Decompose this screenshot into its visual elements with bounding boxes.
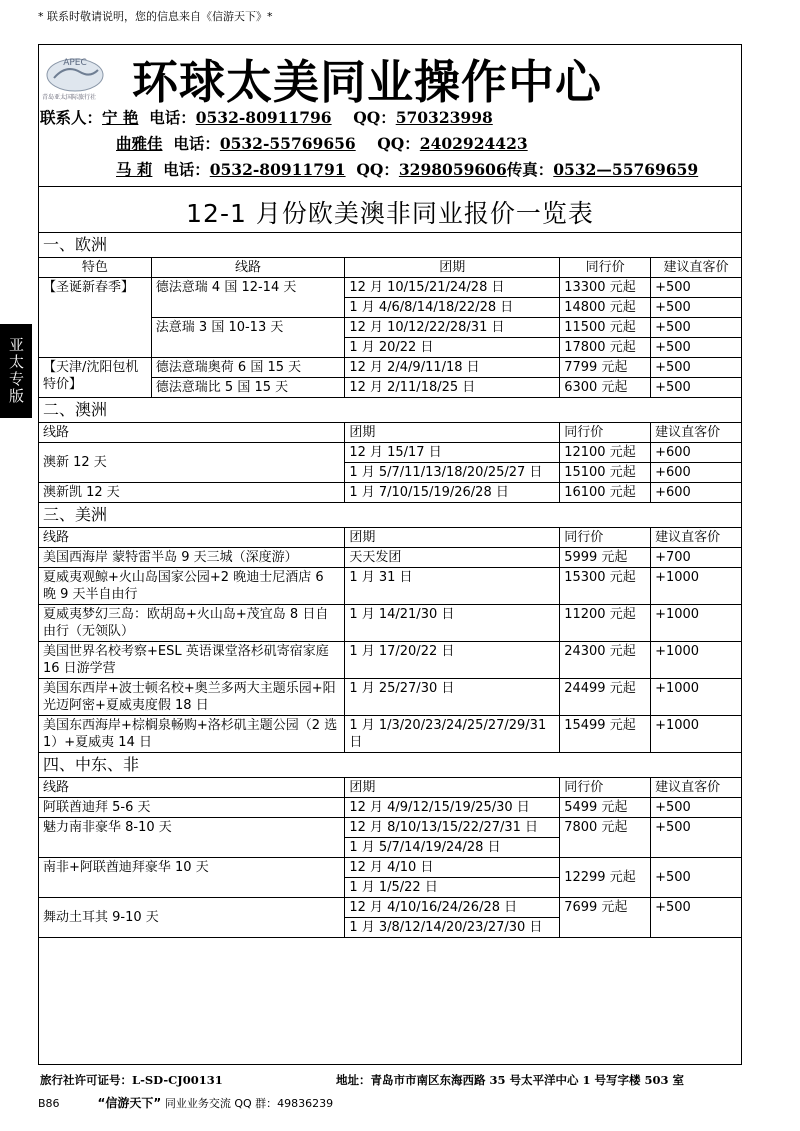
- route-cell: 夏威夷梦幻三岛：欧胡岛+火山岛+茂宜岛 8 日自由行（无领队）: [39, 605, 345, 642]
- price-cell: 11200 元起: [560, 605, 651, 642]
- column-header: 同行价: [560, 528, 651, 548]
- date-cell: 1 月 17/20/22 日: [345, 642, 560, 679]
- logo-subtext: 青岛亚太国际旅行社: [42, 94, 97, 101]
- route-cell: 阿联酋迪拜 5-6 天: [39, 798, 345, 818]
- contact-row: [116, 132, 528, 154]
- phone-number: 0532-55769656: [219, 134, 356, 153]
- qq-label: QQ：: [356, 160, 399, 179]
- route-cell: 魅力南非豪华 8-10 天: [39, 818, 345, 858]
- column-header: 线路: [39, 423, 345, 443]
- column-header: 线路: [39, 778, 345, 798]
- date-cell: 1 月 3/8/12/14/20/23/27/30 日: [345, 918, 560, 938]
- date-cell: 1 月 14/21/30 日: [345, 605, 560, 642]
- price-cell: 7699 元起: [560, 898, 651, 938]
- contact-row: [40, 106, 493, 128]
- bottom-text: 同业业务交流 QQ 群：49836239: [164, 1097, 334, 1110]
- column-header: 同行价: [560, 258, 651, 278]
- date-cell: 1 月 5/7/14/19/24/28 日: [345, 838, 560, 858]
- price-cell: 15100 元起: [560, 463, 651, 483]
- date-cell: 12 月 4/10/16/24/26/28 日: [345, 898, 560, 918]
- retail-cell: +600: [651, 463, 742, 483]
- route-cell: 法意瑞 3 国 10-13 天: [151, 318, 345, 358]
- address: 地址：青岛市市南区东海西路 35 号太平洋中心 1 号写字楼 503 室: [336, 1073, 685, 1087]
- logo-brand-text: APEC: [63, 58, 87, 68]
- retail-cell: +500: [651, 898, 742, 938]
- column-header: 线路: [39, 528, 345, 548]
- date-cell: 12 月 4/9/12/15/19/25/30 日: [345, 798, 560, 818]
- feature-cell: 【天津/沈阳包机特价】: [39, 358, 152, 398]
- route-cell: 澳新凯 12 天: [39, 483, 345, 503]
- retail-cell: +500: [651, 298, 742, 318]
- column-header: 建议直客价: [651, 258, 742, 278]
- column-header: 建议直客价: [651, 423, 742, 443]
- price-cell: 16100 元起: [560, 483, 651, 503]
- feature-cell: 【圣诞新春季】: [39, 278, 152, 358]
- price-cell: 6300 元起: [560, 378, 651, 398]
- top-note: * 联系时敬请说明，您的信息来自《信游天下》*: [38, 10, 273, 23]
- table-row: [39, 605, 742, 642]
- route-cell: 美国西海岸 蒙特雷半岛 9 天三城（深度游）: [39, 548, 345, 568]
- date-cell: 12 月 8/10/13/15/22/27/31 日: [345, 818, 560, 838]
- table-row: [39, 898, 742, 918]
- table-row: [39, 443, 742, 463]
- section-header-america: 三、美洲: [39, 503, 742, 528]
- route-cell: 美国东西海岸+棕榈泉畅购+洛杉矶主题公园（2 选 1）+夏威夷 14 日: [39, 716, 345, 753]
- route-cell: 德法意瑞 4 国 12-14 天: [151, 278, 345, 318]
- phone-number: 0532-80911796: [195, 108, 332, 127]
- price-cell: 7799 元起: [560, 358, 651, 378]
- table-row: [39, 716, 742, 753]
- center-title: 环球太美同业操作中心: [132, 55, 602, 109]
- table-row: [39, 818, 742, 838]
- table-row: [39, 548, 742, 568]
- date-cell: 12 月 4/10 日: [345, 858, 560, 878]
- retail-cell: +500: [651, 358, 742, 378]
- fax-label: 传真：: [506, 160, 554, 179]
- column-header: 团期: [345, 778, 560, 798]
- column-header: 同行价: [560, 423, 651, 443]
- table-row: [39, 642, 742, 679]
- qq-number: 3298059606: [398, 160, 507, 179]
- date-cell: 1 月 20/22 日: [345, 338, 560, 358]
- route-cell: 德法意瑞比 5 国 15 天: [151, 378, 345, 398]
- retail-cell: +500: [651, 798, 742, 818]
- date-cell: 12 月 10/15/21/24/28 日: [345, 278, 560, 298]
- column-header: 建议直客价: [651, 778, 742, 798]
- route-cell: 南非+阿联酋迪拜豪华 10 天: [39, 858, 345, 898]
- sheet-title: 12-1 月份欧美澳非同业报价一览表: [186, 199, 594, 228]
- route-cell: 德法意瑞奥荷 6 国 15 天: [151, 358, 345, 378]
- price-cell: 14800 元起: [560, 298, 651, 318]
- column-header: 同行价: [560, 778, 651, 798]
- table-row: [39, 858, 742, 878]
- retail-cell: +500: [651, 278, 742, 298]
- route-cell: 舞动土耳其 9-10 天: [39, 898, 345, 938]
- date-cell: 1 月 25/27/30 日: [345, 679, 560, 716]
- table-row: [39, 568, 742, 605]
- table-row: [39, 798, 742, 818]
- contact-name: 马 莉: [116, 160, 153, 179]
- retail-cell: +600: [651, 483, 742, 503]
- retail-cell: +1000: [651, 679, 742, 716]
- retail-cell: +700: [651, 548, 742, 568]
- contact-name: 宁 艳: [102, 108, 139, 127]
- date-cell: 12 月 15/17 日: [345, 443, 560, 463]
- date-cell: 1 月 7/10/15/19/26/28 日: [345, 483, 560, 503]
- date-cell: 12 月 2/4/9/11/18 日: [345, 358, 560, 378]
- price-cell: 17800 元起: [560, 338, 651, 358]
- date-cell: 1 月 5/7/11/13/18/20/25/27 日: [345, 463, 560, 483]
- route-cell: 夏威夷观鲸+火山岛国家公园+2 晚迪士尼酒店 6 晚 9 天半自由行: [39, 568, 345, 605]
- price-cell: 15300 元起: [560, 568, 651, 605]
- contact-name: 曲雅佳: [116, 134, 163, 153]
- column-header: 团期: [345, 528, 560, 548]
- column-header: 特色: [39, 258, 152, 278]
- page-number: B86: [38, 1097, 60, 1110]
- date-cell: 天天发团: [345, 548, 560, 568]
- price-cell: 12299 元起: [560, 858, 651, 898]
- price-cell: 15499 元起: [560, 716, 651, 753]
- column-header: 建议直客价: [651, 528, 742, 548]
- section-header-australia: 二、澳洲: [39, 398, 742, 423]
- retail-cell: +500: [651, 338, 742, 358]
- table-row: [39, 679, 742, 716]
- side-tab: 亚太专版: [0, 324, 32, 418]
- qq-number: 2402924423: [419, 134, 528, 153]
- price-cell: 24499 元起: [560, 679, 651, 716]
- retail-cell: +1000: [651, 642, 742, 679]
- route-cell: 澳新 12 天: [39, 443, 345, 483]
- price-cell: 5499 元起: [560, 798, 651, 818]
- qq-label: QQ：: [377, 134, 420, 153]
- phone-label: 电话：: [173, 134, 220, 153]
- bottom-brand: “信游天下”: [97, 1096, 162, 1110]
- date-cell: 12 月 2/11/18/25 日: [345, 378, 560, 398]
- qq-label: QQ：: [353, 108, 396, 127]
- retail-cell: +600: [651, 443, 742, 463]
- price-table: [38, 232, 742, 938]
- table-row: [39, 358, 742, 378]
- table-row: [39, 278, 742, 298]
- fax-number: 0532—55769659: [553, 160, 699, 179]
- column-header: 团期: [345, 423, 560, 443]
- retail-cell: +1000: [651, 716, 742, 753]
- apec-logo-icon: [44, 52, 106, 94]
- qq-number: 570323998: [395, 108, 493, 127]
- date-cell: 1 月 31 日: [345, 568, 560, 605]
- retail-cell: +1000: [651, 605, 742, 642]
- contact-row: [116, 158, 698, 180]
- price-cell: 11500 元起: [560, 318, 651, 338]
- table-row: [39, 483, 742, 503]
- retail-cell: +500: [651, 378, 742, 398]
- phone-number: 0532-80911791: [209, 160, 346, 179]
- route-cell: 美国世界名校考察+ESL 英语课堂洛杉矶寄宿家庭 16 日游学营: [39, 642, 345, 679]
- price-cell: 5999 元起: [560, 548, 651, 568]
- divider: [38, 186, 742, 187]
- section-header-mideast-africa: 四、中东、非: [39, 753, 742, 778]
- license-number: 旅行社许可证号：L-SD-CJ00131: [40, 1073, 223, 1087]
- date-cell: 1 月 1/5/22 日: [345, 878, 560, 898]
- price-cell: 24300 元起: [560, 642, 651, 679]
- retail-cell: +500: [651, 858, 742, 898]
- retail-cell: +500: [651, 318, 742, 338]
- date-cell: 12 月 10/12/22/28/31 日: [345, 318, 560, 338]
- column-header: 团期: [345, 258, 560, 278]
- route-cell: 美国东西岸+波士顿名校+奥兰多两大主题乐园+阳光迈阿密+夏威夷度假 18 日: [39, 679, 345, 716]
- date-cell: 1 月 4/6/8/14/18/22/28 日: [345, 298, 560, 318]
- price-cell: 13300 元起: [560, 278, 651, 298]
- price-cell: 12100 元起: [560, 443, 651, 463]
- phone-label: 电话：: [149, 108, 196, 127]
- bottom-bar: [38, 1094, 333, 1111]
- column-header: 线路: [151, 258, 345, 278]
- retail-cell: +1000: [651, 568, 742, 605]
- retail-cell: +500: [651, 818, 742, 858]
- phone-label: 电话：: [163, 160, 210, 179]
- section-header-europe: 一、欧洲: [39, 233, 742, 258]
- price-cell: 7800 元起: [560, 818, 651, 858]
- date-cell: 1 月 1/3/20/23/24/25/27/29/31 日: [345, 716, 560, 753]
- contact-label: 联系人：: [40, 108, 103, 127]
